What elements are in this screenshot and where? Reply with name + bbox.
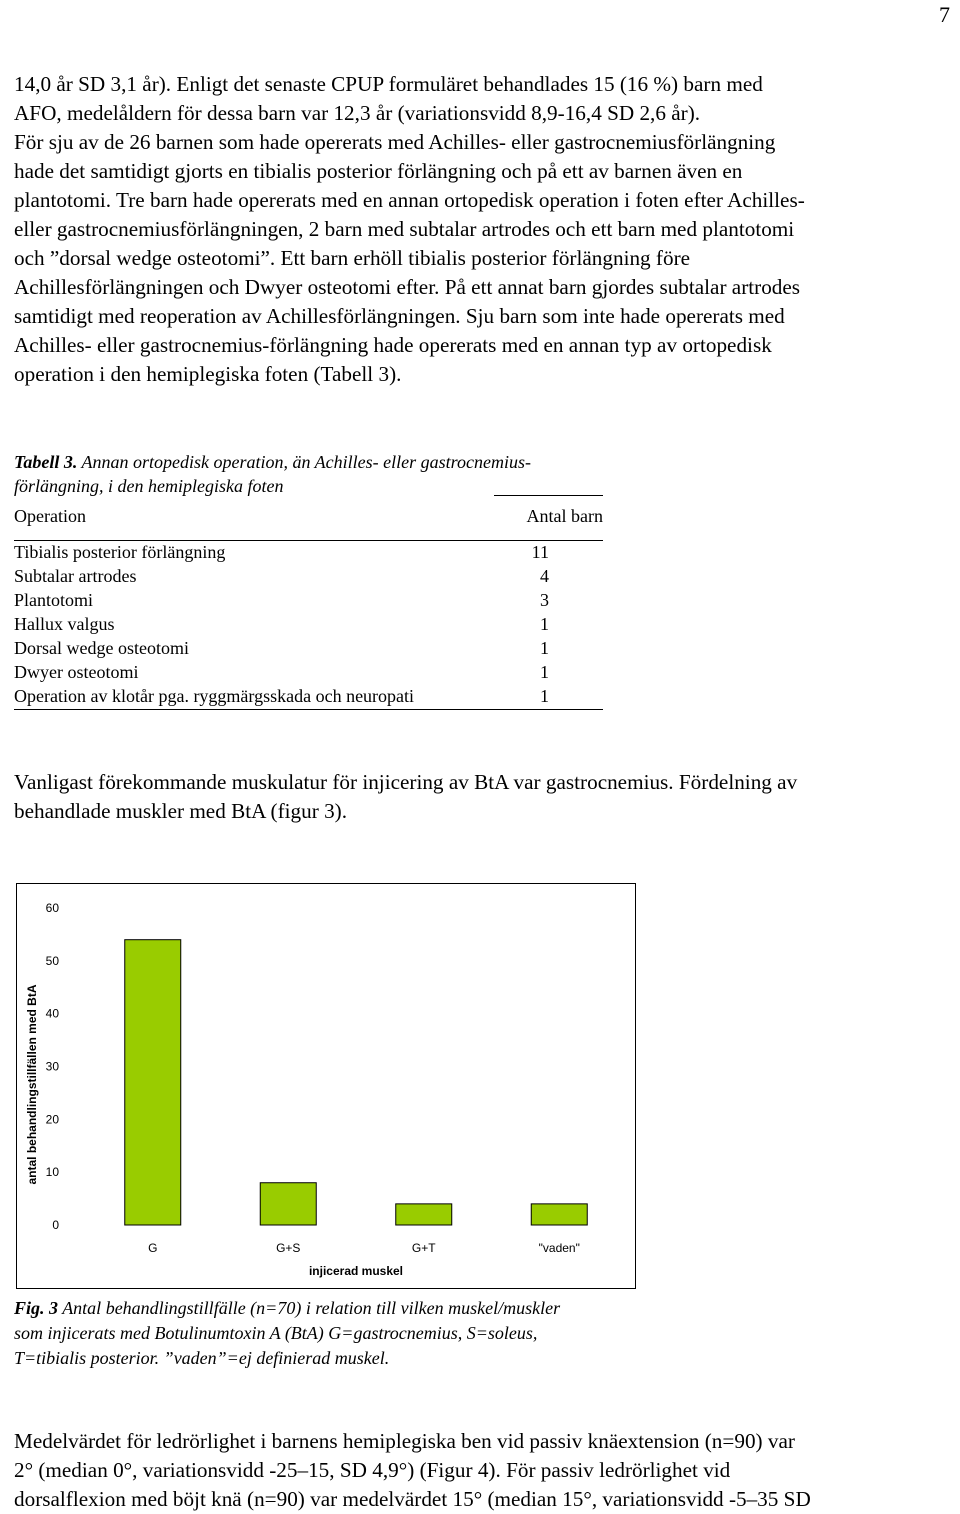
paragraph-line: Achilles- eller gastrocnemius-förlängning hade opererats med en annan typ av ortopedisk	[14, 333, 772, 357]
paragraph-line: samtidigt med reoperation av Achillesförlängningen. Sju barn som inte hade opererats med	[14, 304, 785, 328]
table-cell-count: 1	[540, 662, 549, 682]
y-tick-label: 0	[52, 1218, 59, 1232]
table-cell-operation: Subtalar artrodes	[14, 566, 137, 586]
paragraph-line: och ”dorsal wedge osteotomi”. Ett barn erhöll tibialis posterior förlängning före	[14, 246, 691, 270]
table-label: Tabell 3.	[14, 452, 78, 472]
table-cell-operation: Tibialis posterior förlängning	[14, 542, 226, 562]
table-row	[14, 636, 603, 660]
paragraph-line: dorsalflexion med böjt knä (n=90) var medelvärdet 15° (median 15°, variationsvidd -5–35 SD	[14, 1487, 811, 1511]
table-cell-operation: Hallux valgus	[14, 614, 115, 634]
figure-caption-line: T=tibialis posterior. ”vaden”=ej definierad muskel.	[14, 1348, 390, 1368]
table-cell-count: 1	[540, 614, 549, 634]
table-rule	[14, 709, 603, 710]
x-tick-label: G+T	[411, 1241, 436, 1255]
operations-table	[14, 496, 603, 538]
table-header-row	[14, 496, 603, 538]
table-row	[14, 540, 603, 564]
table-cell-count: 11	[531, 542, 549, 562]
y-tick-label: 60	[45, 901, 59, 915]
table-row	[14, 684, 603, 708]
table-caption	[14, 450, 531, 498]
table-cell-operation: Operation av klotår pga. ryggmärgsskada och neuropati	[14, 686, 415, 706]
paragraph-line: Vanligast förekommande muskulatur för injicering av BtA var gastrocnemius. Fördelning av	[14, 770, 798, 794]
table-cell-operation: Dwyer osteotomi	[14, 662, 139, 682]
figure-caption-line: Antal behandlingstillfälle (n=70) i relation till vilken muskel/muskler	[58, 1298, 561, 1318]
table-cell-operation: Plantotomi	[14, 590, 94, 610]
column-header-operation: Operation	[14, 506, 86, 526]
bar-chart	[16, 883, 636, 1289]
paragraph-line: behandlade muskler med BtA (figur 3).	[14, 799, 348, 823]
table-cell-count: 1	[540, 638, 549, 658]
y-tick-label: 10	[45, 1165, 59, 1180]
table-cell-operation: Dorsal wedge osteotomi	[14, 638, 189, 658]
y-tick-label: 30	[45, 1059, 59, 1074]
table-caption-line: förlängning, i den hemiplegiska foten	[14, 476, 284, 496]
x-tick-label: G	[148, 1241, 158, 1255]
table-cell-count: 1	[540, 686, 549, 706]
paragraph-line: 2° (median 0°, variationsvidd -25–15, SD 4,9°) (Figur 4). För passiv ledrörlighet vid	[14, 1458, 731, 1482]
table-caption-line: Annan ortopedisk operation, än Achilles- eller gastrocnemius-	[77, 452, 531, 472]
table-cell-count: 3	[540, 590, 549, 610]
figure-caption-line: som injicerats med Botulinumtoxin A (BtA) G=gastrocnemius, S=soleus,	[14, 1323, 538, 1343]
paragraph-line: eller gastrocnemiusförlängningen, 2 barn med subtalar artrodes och ett barn med plantotomi	[14, 217, 795, 241]
table-row	[14, 660, 603, 684]
paragraph-line: AFO, medelåldern för dessa barn var 12,3 år (variationsvidd 8,9-16,4 SD 2,6 år).	[14, 101, 701, 125]
paragraph-line: Achillesförlängningen och Dwyer osteotomi efter. På ett annat barn gjordes subtalar artrodes	[14, 275, 801, 299]
paragraph-line: plantotomi. Tre barn hade opererats med en annan ortopedisk operation i foten efter Achilles-	[14, 188, 805, 212]
bar	[396, 1204, 452, 1225]
y-tick-label: 40	[45, 1006, 59, 1021]
bar	[531, 1204, 587, 1225]
paragraph-line: För sju av de 26 barnen som hade opererats med Achilles- eller gastrocnemiusförlängning	[14, 130, 776, 154]
y-tick-label: 50	[45, 953, 59, 968]
table-row	[14, 612, 603, 636]
y-axis-label: antal behandlingstillfällen med BtA	[25, 984, 39, 1185]
bar-chart-svg	[17, 884, 635, 1288]
paragraph-line: Medelvärdet för ledrörlighet i barnens hemiplegiska ben vid passiv knäextension (n=90) var	[14, 1429, 795, 1453]
paragraph-line: operation i den hemiplegiska foten (Tabell 3).	[14, 362, 402, 386]
figure-caption	[14, 1296, 560, 1371]
paragraph-operations	[14, 70, 954, 389]
table-row	[14, 564, 603, 588]
paragraph-rom	[14, 1427, 954, 1514]
operations-table-body	[14, 540, 603, 708]
page-number: 7	[939, 2, 950, 27]
figure-label: Fig. 3	[14, 1298, 59, 1318]
table-row	[14, 588, 603, 612]
x-axis-label: injicerad muskel	[308, 1264, 404, 1278]
paragraph-muscles	[14, 768, 954, 826]
column-header-count: Antal barn	[526, 506, 603, 526]
paragraph-line: hade det samtidigt gjorts en tibialis posterior förlängning och på ett av barnen även en	[14, 159, 743, 183]
x-tick-label: "vaden"	[538, 1241, 580, 1255]
x-tick-label: G+S	[276, 1241, 301, 1255]
y-tick-label: 20	[45, 1112, 59, 1127]
paragraph-line: 14,0 år SD 3,1 år). Enligt det senaste CPUP formuläret behandlades 15 (16 %) barn med	[14, 72, 763, 96]
bar	[125, 940, 181, 1225]
bar	[260, 1183, 316, 1225]
table-cell-count: 4	[540, 566, 549, 586]
